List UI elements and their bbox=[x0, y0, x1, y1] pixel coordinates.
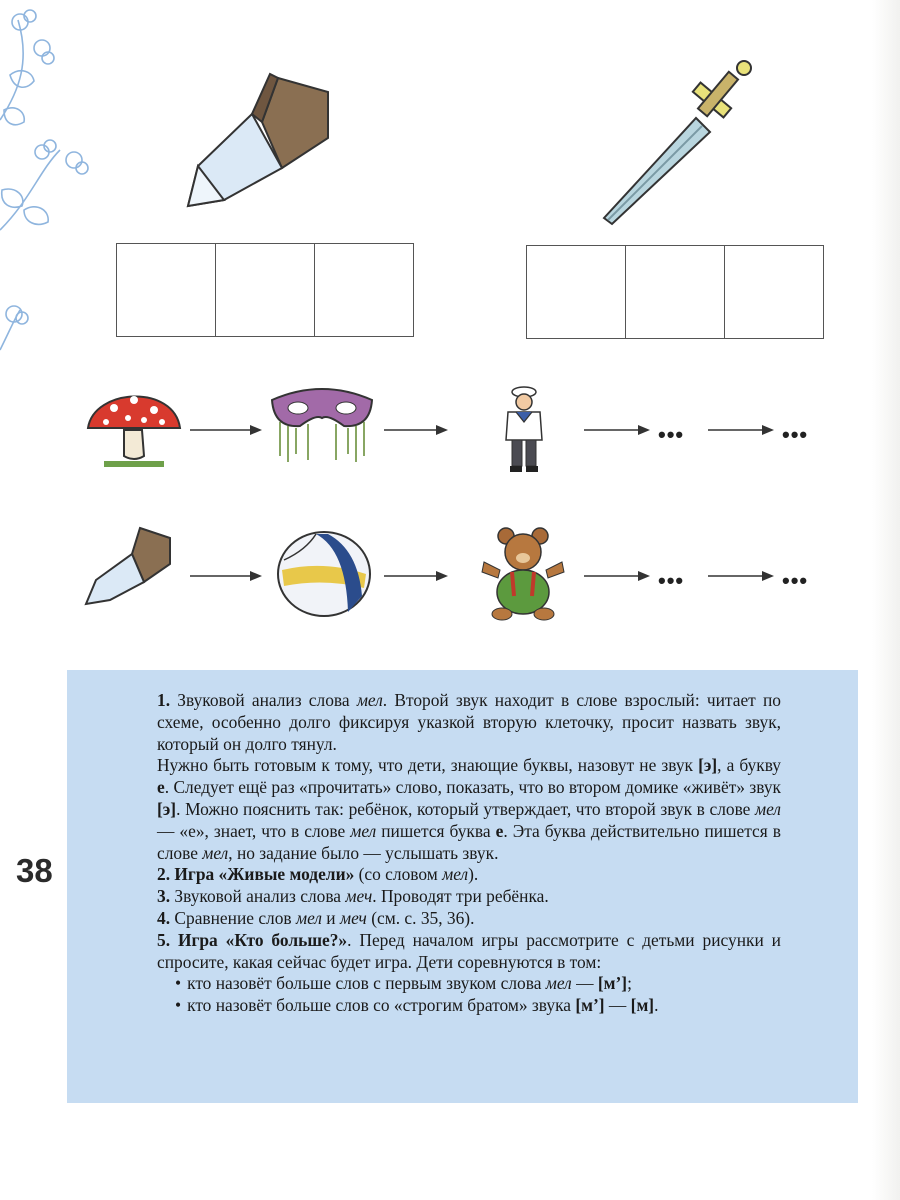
text-run: (со словом bbox=[354, 864, 443, 885]
instructions-text bbox=[157, 690, 781, 1017]
arrow-right-icon bbox=[190, 570, 262, 582]
sound-scheme-mel bbox=[116, 243, 414, 337]
text-run: Сравнение слов bbox=[170, 907, 296, 928]
item-number: 5. bbox=[157, 929, 171, 950]
text-run: — «е», знает, что в слове bbox=[157, 820, 351, 841]
text-run: — bbox=[604, 995, 631, 1016]
item-2 bbox=[157, 864, 781, 886]
sword-icon bbox=[596, 58, 766, 226]
word-italic: мел bbox=[755, 798, 781, 819]
text-run: Звуковой анализ слова bbox=[170, 886, 346, 907]
text-run: , а букву bbox=[717, 755, 782, 776]
text-run: . Эта буква действительно пишется в слове bbox=[157, 820, 782, 863]
mask-icon bbox=[266, 382, 378, 468]
arrow-right-icon bbox=[190, 424, 262, 436]
paragraph-note bbox=[157, 755, 781, 864]
sound-bold: [э] bbox=[157, 798, 177, 819]
arrow-right-icon bbox=[708, 570, 774, 582]
word-italic: мел bbox=[545, 973, 572, 994]
text-run: (см. с. 35, 36). bbox=[366, 907, 475, 928]
arrow-right-icon bbox=[584, 424, 650, 436]
sound-cell bbox=[117, 244, 216, 336]
ellipsis: ••• bbox=[658, 422, 685, 447]
text-run: ; bbox=[627, 973, 632, 994]
item-number: 1. bbox=[157, 690, 171, 710]
arrow-right-icon bbox=[708, 424, 774, 436]
game-title: Игра «Кто больше?» bbox=[170, 929, 348, 950]
text-run: . bbox=[654, 995, 659, 1016]
item-1 bbox=[157, 690, 781, 755]
bullet-item bbox=[175, 995, 781, 1017]
arrow-right-icon bbox=[384, 424, 448, 436]
item-number: 3. bbox=[157, 886, 171, 907]
text-run: . Второй звук находит в слове взрослый: читает по схеме, особенно долго фиксируя указкой вторую клеточку, просит назвать звук, который он долго тянул. bbox=[157, 690, 781, 754]
word-italic: мел bbox=[442, 864, 469, 885]
game-title: Игра «Живые модели» bbox=[170, 864, 355, 885]
item-3 bbox=[157, 886, 781, 908]
bullet-list bbox=[157, 973, 781, 1017]
sound-bold: [м’] bbox=[597, 973, 628, 994]
sound-cell bbox=[527, 246, 626, 338]
text-run: и bbox=[321, 907, 340, 928]
text-run: . Следует ещё раз «прочитать» слово, показать, что во втором домике «живёт» звук bbox=[164, 777, 781, 798]
text-run: пишется буква bbox=[376, 820, 496, 841]
bullet-item bbox=[175, 973, 781, 995]
sailor-icon bbox=[498, 386, 550, 474]
teddy-bear-icon bbox=[478, 526, 568, 622]
sound-cell bbox=[725, 246, 823, 338]
text-run: кто назовёт больше слов со «строгим братом» звука bbox=[187, 995, 576, 1016]
page-number: 38 bbox=[16, 852, 53, 889]
item-number: 4. bbox=[157, 907, 171, 928]
item-5 bbox=[157, 930, 781, 974]
ball-icon bbox=[276, 530, 372, 618]
arrow-right-icon bbox=[384, 570, 448, 582]
clover-decoration-icon bbox=[0, 0, 110, 380]
text-run: . Можно пояснить так: ребёнок, который утверждает, что второй звук в слове bbox=[176, 798, 756, 819]
item-4 bbox=[157, 908, 781, 930]
letter-bold: е bbox=[157, 777, 165, 798]
sound-cell bbox=[315, 244, 413, 336]
text-run: — bbox=[571, 973, 598, 994]
word-italic: мел bbox=[356, 690, 383, 710]
ellipsis: ••• bbox=[782, 422, 809, 447]
text-run: . Перед началом игры рассмотрите с детьми рисунки и спросите, какая сейчас будет игра. Дети соревнуются в том: bbox=[157, 929, 781, 972]
sound-cell bbox=[626, 246, 725, 338]
letter-bold: е bbox=[495, 820, 504, 841]
text-run: кто назовёт больше слов с первым звуком слова bbox=[187, 973, 546, 994]
text-run: ). bbox=[468, 864, 479, 885]
text-run: Звуковой анализ слова bbox=[170, 690, 357, 710]
sound-cell bbox=[216, 244, 315, 336]
page-edge-shadow bbox=[872, 0, 900, 1200]
sound-scheme-mech bbox=[526, 245, 824, 339]
word-italic: меч bbox=[345, 886, 373, 907]
arrow-right-icon bbox=[584, 570, 650, 582]
chalk-icon bbox=[82, 524, 174, 606]
chalk-icon bbox=[178, 70, 334, 210]
ellipsis: ••• bbox=[782, 568, 809, 593]
sound-bold: [м’] bbox=[575, 995, 605, 1016]
word-italic: мел bbox=[295, 907, 322, 928]
sound-bold: [м] bbox=[630, 995, 655, 1016]
text-run: , но задание было — услышать звук. bbox=[228, 842, 499, 863]
sound-bold: [э] bbox=[698, 755, 718, 776]
mushroom-icon bbox=[84, 378, 184, 470]
text-run: . Проводят три ребёнка. bbox=[372, 886, 549, 907]
ellipsis: ••• bbox=[658, 568, 685, 593]
text-run: Нужно быть готовым к тому, что дети, знающие буквы, назовут не звук bbox=[157, 755, 699, 776]
word-italic: мел bbox=[202, 842, 229, 863]
item-number: 2. bbox=[157, 864, 171, 885]
word-italic: мел bbox=[350, 820, 377, 841]
word-italic: меч bbox=[339, 907, 367, 928]
